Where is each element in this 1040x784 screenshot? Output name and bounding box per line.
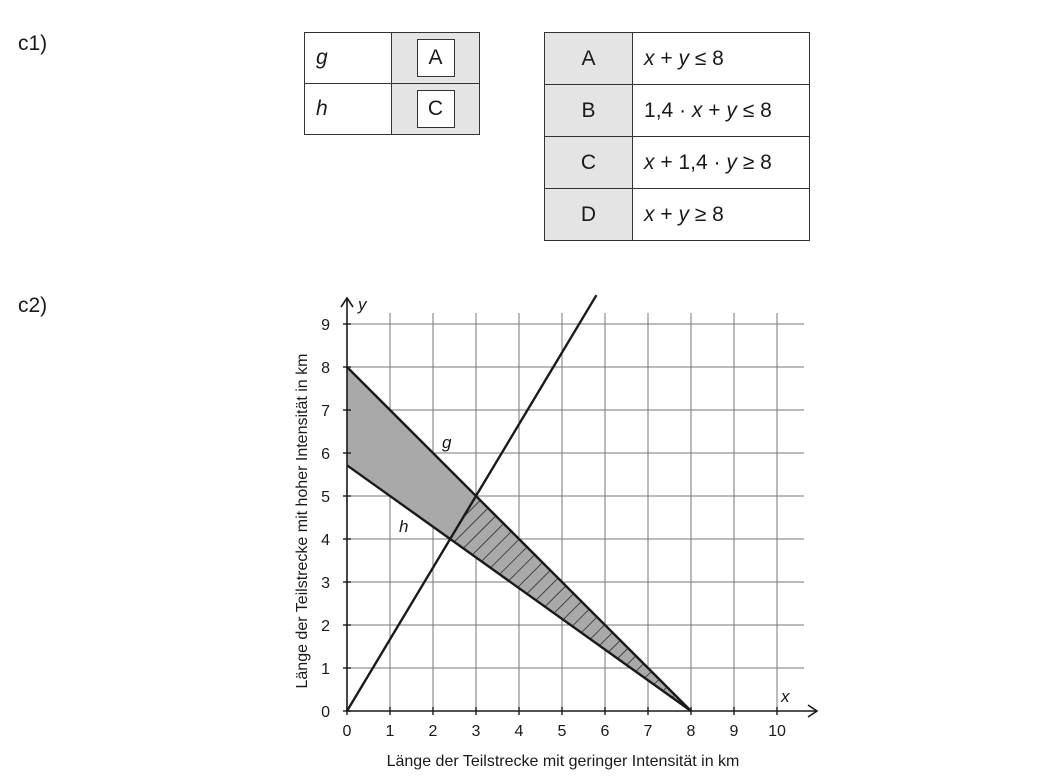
answer-box[interactable]: C bbox=[417, 90, 455, 128]
answer-box[interactable]: A bbox=[417, 39, 455, 77]
x-tick-label: 6 bbox=[600, 723, 610, 740]
x-tick-label: 5 bbox=[557, 723, 567, 740]
variable-y: y bbox=[726, 98, 737, 122]
x-tick-label: 8 bbox=[686, 723, 696, 740]
y-axis-symbol: y bbox=[358, 295, 367, 314]
option-key: C bbox=[545, 137, 633, 189]
x-tick-label: 10 bbox=[768, 723, 786, 740]
option-expression: 1,4 · x + y ≤ 8 bbox=[633, 85, 810, 137]
y-tick-label: 0 bbox=[321, 704, 330, 721]
y-tick-label: 8 bbox=[321, 360, 330, 377]
part-c2-label: c2) bbox=[18, 294, 48, 317]
y-tick-label: 1 bbox=[321, 661, 330, 678]
y-tick-label: 6 bbox=[321, 446, 330, 463]
x-axis-label: Länge der Teilstrecke mit geringer Intensität in km bbox=[386, 753, 740, 770]
option-key: A bbox=[545, 33, 633, 85]
y-tick-label: 3 bbox=[321, 575, 330, 592]
x-tick-label: 0 bbox=[342, 723, 352, 740]
variable-x: x bbox=[644, 150, 655, 174]
option-expression: x + 1,4 · y ≥ 8 bbox=[633, 137, 810, 189]
variable-x: x bbox=[644, 46, 655, 70]
hatched-region bbox=[450, 496, 691, 711]
option-expression: x + y ≥ 8 bbox=[633, 189, 810, 241]
y-tick-label: 2 bbox=[321, 618, 330, 635]
line-origin bbox=[347, 295, 596, 711]
x-tick-label: 1 bbox=[385, 723, 395, 740]
x-tick-label: 7 bbox=[643, 723, 653, 740]
variable-y: y bbox=[678, 202, 689, 226]
x-tick-label: 9 bbox=[729, 723, 739, 740]
line-label-g: g bbox=[442, 433, 452, 452]
variable-y: y bbox=[678, 46, 689, 70]
line-name: h bbox=[305, 84, 392, 135]
line-label-h: h bbox=[399, 517, 409, 536]
y-tick-label: 4 bbox=[321, 532, 330, 549]
x-tick-label: 3 bbox=[471, 723, 481, 740]
option-expression: x + y ≤ 8 bbox=[633, 33, 810, 85]
y-tick-label: 7 bbox=[321, 403, 330, 420]
part-c1-label: c1) bbox=[18, 32, 48, 55]
variable-x: x bbox=[691, 98, 703, 122]
line-name: g bbox=[305, 33, 392, 84]
option-key: B bbox=[545, 85, 633, 137]
variable-x: x bbox=[644, 202, 655, 226]
x-axis-symbol: x bbox=[781, 687, 790, 706]
x-tick-label: 4 bbox=[514, 723, 524, 740]
option-key: D bbox=[545, 189, 633, 241]
variable-y: y bbox=[726, 150, 737, 174]
y-tick-label: 5 bbox=[321, 489, 330, 506]
y-tick-label: 9 bbox=[321, 317, 330, 334]
x-tick-label: 2 bbox=[428, 723, 438, 740]
y-axis-label: Länge der Teilstrecke mit hoher Intensität in km bbox=[294, 353, 311, 689]
